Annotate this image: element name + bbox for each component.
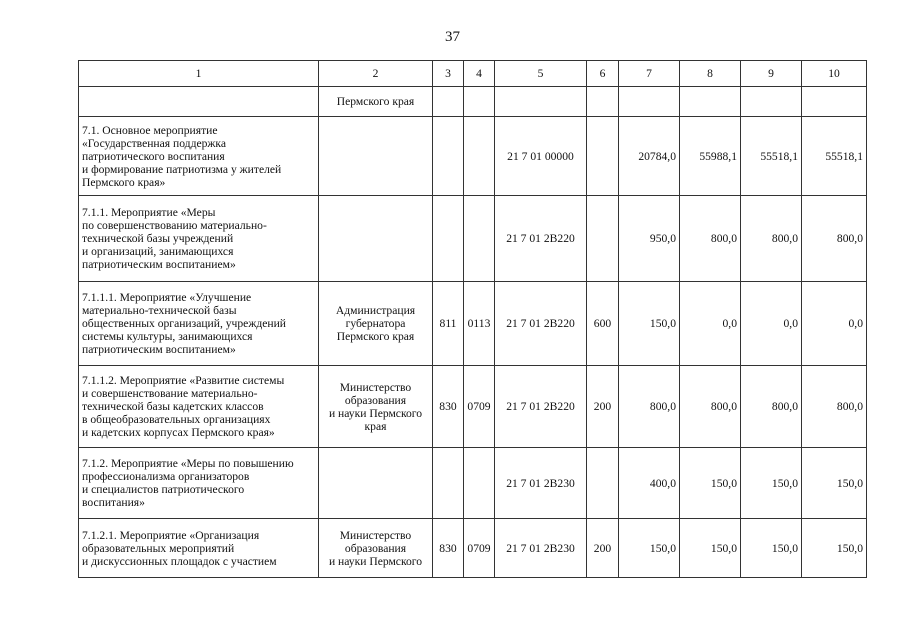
value-col10: 150,0 [802, 448, 867, 519]
rzpr-cell: 0113 [464, 282, 495, 366]
responsible-cell: Администрация губернатора Пермского края [319, 282, 433, 366]
value-col9: 150,0 [741, 448, 802, 519]
col-header-9: 9 [741, 61, 802, 87]
responsible-cell: Министерство образования и науки Пермского [319, 519, 433, 578]
value-col8: 0,0 [680, 282, 741, 366]
col-header-7: 7 [619, 61, 680, 87]
activity-name: 7.1.1. Мероприятие «Меры по совершенствованию материально- технической базы учреждений и организаций, занимающихся патриотическим воспитанием» [79, 196, 319, 282]
value-col9: 150,0 [741, 519, 802, 578]
value-col8: 55988,1 [680, 117, 741, 196]
rzpr-cell: 0709 [464, 366, 495, 448]
value-col7: 950,0 [619, 196, 680, 282]
grbs-cell: 811 [433, 282, 464, 366]
value-col7: 800,0 [619, 366, 680, 448]
rzpr-cell [464, 117, 495, 196]
rzpr-cell: 0709 [464, 519, 495, 578]
vr-cell: 600 [587, 282, 619, 366]
activity-name: 7.1.2.1. Мероприятие «Организация образовательных мероприятий и дискуссионных площадок с участием [79, 519, 319, 578]
responsible-cell [319, 448, 433, 519]
activity-name: 7.1. Основное мероприятие «Государственная поддержка патриотического воспитания и формирование патриотизма у жителей Пермского края» [79, 117, 319, 196]
value-col9: 800,0 [741, 366, 802, 448]
responsible-cell [319, 117, 433, 196]
page-number: 37 [445, 29, 460, 45]
value-col7: 150,0 [619, 282, 680, 366]
csr-cell: 21 7 01 00000 [495, 117, 587, 196]
vr-cell [587, 117, 619, 196]
col-header-10: 10 [802, 61, 867, 87]
continuation-row [79, 87, 867, 117]
activity-name: 7.1.2. Мероприятие «Меры по повышению профессионализма организаторов и специалистов патриотического воспитания» [79, 448, 319, 519]
budget-table [78, 60, 867, 578]
col-header-4: 4 [464, 61, 495, 87]
value-col10: 800,0 [802, 196, 867, 282]
value-col7: 400,0 [619, 448, 680, 519]
col-header-8: 8 [680, 61, 741, 87]
value-col10: 150,0 [802, 519, 867, 578]
vr-cell: 200 [587, 366, 619, 448]
name-cell [79, 87, 319, 117]
table-row [79, 366, 867, 448]
value-col9: 800,0 [741, 196, 802, 282]
header-row [79, 61, 867, 87]
value-col8: 150,0 [680, 448, 741, 519]
responsible-cell: Пермского края [319, 87, 433, 117]
responsible-cell [319, 196, 433, 282]
grbs-cell [433, 117, 464, 196]
rzpr-cell [464, 448, 495, 519]
grbs-cell [433, 196, 464, 282]
responsible-cell: Министерство образования и науки Пермского края [319, 366, 433, 448]
csr-cell: 21 7 01 2В230 [495, 519, 587, 578]
table-row [79, 117, 867, 196]
activity-name: 7.1.1.2. Мероприятие «Развитие системы и совершенствование материально- технической базы кадетских классов в общеобразовательных организациях и кадетских корпусах Пермского края» [79, 366, 319, 448]
csr-cell: 21 7 01 2В220 [495, 282, 587, 366]
col-header-3: 3 [433, 61, 464, 87]
csr-cell: 21 7 01 2В230 [495, 448, 587, 519]
value-col7: 150,0 [619, 519, 680, 578]
csr-cell: 21 7 01 2В220 [495, 366, 587, 448]
value-col10: 55518,1 [802, 117, 867, 196]
grbs-cell [433, 448, 464, 519]
table-row [79, 196, 867, 282]
value-col10: 800,0 [802, 366, 867, 448]
table-row [79, 282, 867, 366]
grbs-cell: 830 [433, 519, 464, 578]
value-col8: 150,0 [680, 519, 741, 578]
csr-cell: 21 7 01 2В220 [495, 196, 587, 282]
col-header-1: 1 [79, 61, 319, 87]
rzpr-cell [464, 196, 495, 282]
grbs-cell: 830 [433, 366, 464, 448]
value-col8: 800,0 [680, 366, 741, 448]
table-row [79, 519, 867, 578]
value-col9: 0,0 [741, 282, 802, 366]
value-col8: 800,0 [680, 196, 741, 282]
value-col7: 20784,0 [619, 117, 680, 196]
activity-name: 7.1.1.1. Мероприятие «Улучшение материально-технической базы общественных организаций, учреждений системы культуры, занимающихся патриотическим воспитанием» [79, 282, 319, 366]
col-header-6: 6 [587, 61, 619, 87]
value-col10: 0,0 [802, 282, 867, 366]
table-row [79, 448, 867, 519]
vr-cell [587, 196, 619, 282]
col-header-2: 2 [319, 61, 433, 87]
col-header-5: 5 [495, 61, 587, 87]
vr-cell [587, 448, 619, 519]
value-col9: 55518,1 [741, 117, 802, 196]
vr-cell: 200 [587, 519, 619, 578]
